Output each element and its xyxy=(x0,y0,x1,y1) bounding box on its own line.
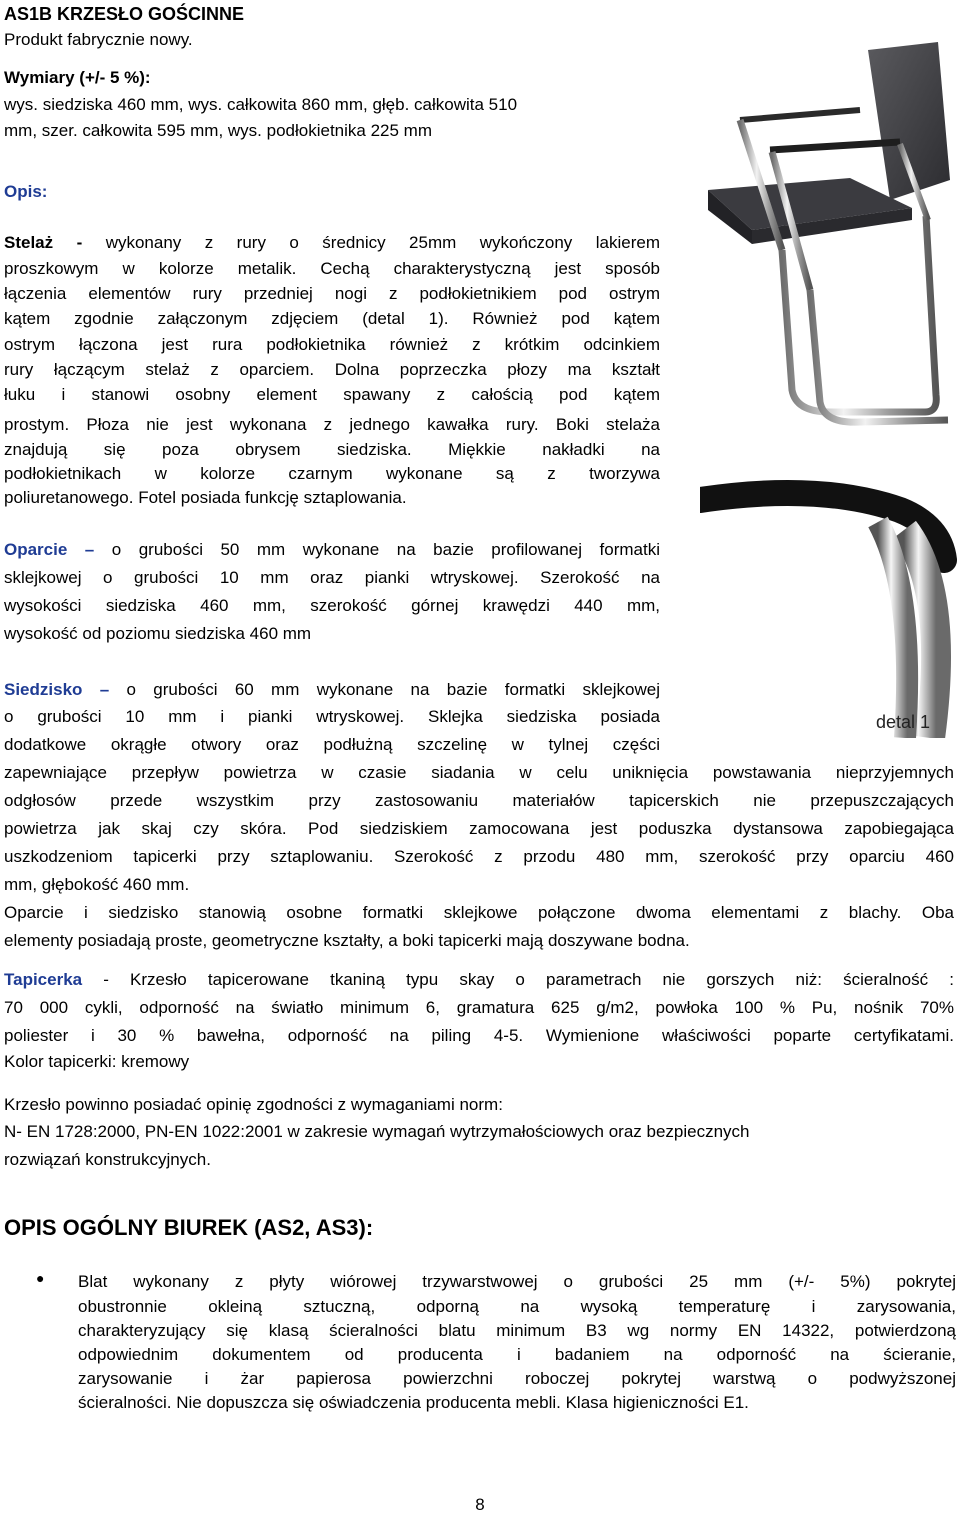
seat-line: uszkodzeniom tapicerki przy sztaplowaniu. Szerokość z przodu 480 mm, szerokość przy oparciu 460 xyxy=(4,847,954,866)
detail-photo xyxy=(700,470,958,738)
upholstery-line: Kolor tapicerki: kremowy xyxy=(4,1052,190,1071)
seat-line: odgłosów przede wszystkim przy zastosowaniu materiałów tapicerskich nie przepuszczających xyxy=(4,791,954,810)
frame-line: podłokietnikach w kolorze czarnym wykonane są z tworzywa xyxy=(4,464,660,483)
upholstery-line: 70 000 cykli, odporność na światło minimum 6, gramatura 625 g/m2, powłoka 100 % Pu, nośnik 70% xyxy=(4,998,954,1017)
bullet-line: obustronnie okleiną sztuczną, odporną na wysoką temperaturę i zarysowania, xyxy=(78,1297,956,1316)
frame-line: proszkowym w kolorze metalik. Cechą charakterystyczną jest sposób xyxy=(4,259,660,278)
page-number: 8 xyxy=(475,1495,485,1514)
frame-line: rury łączącym stelaż z oparciem. Dolna poprzeczka płozy ma kształt xyxy=(4,360,660,379)
upholstery-lead: Tapicerka xyxy=(4,970,83,989)
dimensions-line: mm, szer. całkowita 595 mm, wys. podłokietnika 225 mm xyxy=(4,121,432,140)
bullet-line: charakteryzujący się klasą ścieralności blatu minimum B3 wg normy EN 14322, potwierdzoną xyxy=(78,1321,956,1340)
backrest-line: sklejkowej o grubości 10 mm oraz pianki wtryskowej. Szerokość na xyxy=(4,568,660,587)
description-heading: Opis: xyxy=(4,182,48,201)
bullet-line: zarysowanie i żar papierosa powierzchni roboczej pokrytej warstwą o podwyższonej xyxy=(78,1369,956,1388)
upholstery-line: poliester i 30 % bawełna, odporność na piling 4-5. Wymienione właściwości poparte certyfikatami. xyxy=(4,1026,954,1045)
backrest-line: wysokość od poziomu siedziska 460 mm xyxy=(4,624,312,643)
seat-line xyxy=(4,680,660,700)
bullet-line: odpowiednim dokumentem od producenta i badaniem na odporność na ścieranie, xyxy=(78,1345,956,1364)
detail-label: detal 1 xyxy=(876,712,931,732)
seat-line: dodatkowe okrągłe otwory oraz podłużną szczelinę w tylnej części xyxy=(4,735,660,754)
seat-line: o grubości 10 mm i pianki wtryskowej. Sklejka siedziska posiada xyxy=(4,707,660,726)
seat-line: Oparcie i siedzisko stanowią osobne formatki sklejkowe połączone dwoma elementami z blachy. Oba xyxy=(4,903,954,922)
frame-line: łuku i stanowi osobny element spawany z całością pod kątem xyxy=(4,385,660,404)
frame-line: prostym. Płoza nie jest wykonana z jednego kawałka rury. Boki stelaża xyxy=(4,415,660,434)
backrest-line xyxy=(4,540,660,560)
frame-lead: Stelaż - xyxy=(4,233,83,252)
frame-line: łączenia elementów rury przedniej nogi z podłokietnikiem pod ostrym xyxy=(4,284,660,303)
seat-lead: Siedzisko – xyxy=(4,680,110,699)
seat-line: powietrza jak skaj czy skóra. Pod siedziskiem zamocowana jest poduszka dystansowa zapobiegająca xyxy=(4,819,954,838)
backrest-lead: Oparcie – xyxy=(4,540,95,559)
upholstery-text: - Krzesło tapicerowane tkaniną typu skay o parametrach nie gorszych niż: ścieralność : xyxy=(103,970,954,989)
chair-photo xyxy=(700,40,958,470)
norms-line: Krzesło powinno posiadać opinię zgodności z wymaganiami norm: xyxy=(4,1095,503,1114)
norms-line: N- EN 1728:2000, PN-EN 1022:2001 w zakresie wymagań wytrzymałościowych oraz bezpiecznych xyxy=(4,1122,750,1141)
backrest-line: wysokości siedziska 460 mm, szerokość górnej krawędzi 440 mm, xyxy=(4,596,660,615)
upholstery-line xyxy=(4,970,954,990)
frame-line xyxy=(4,233,660,253)
seat-text: o grubości 60 mm wykonane na bazie formatki sklejkowej xyxy=(126,680,660,699)
norms-line: rozwiązań konstrukcyjnych. xyxy=(4,1150,211,1169)
bullet-line: Blat wykonany z płyty wiórowej trzywarstwowej o grubości 25 mm (+/- 5%) pokrytej xyxy=(78,1272,956,1291)
frame-line: kątem zgodnie załączonym zdjęciem (detal 1). Również pod kątem xyxy=(4,309,660,328)
frame-line: poliuretanowego. Fotel posiada funkcję sztaplowania. xyxy=(4,488,407,507)
product-title: AS1B KRZESŁO GOŚCINNE xyxy=(4,4,245,24)
seat-line: zapewniające przepływ powietrza w czasie siadania w celu uniknięcia powstawania nieprzyjemnych xyxy=(4,763,954,782)
frame-line: znajdują się poza obrysem siedziska. Miękkie nakładki na xyxy=(4,440,660,459)
section-heading-desks: OPIS OGÓLNY BIUREK (AS2, AS3): xyxy=(4,1215,374,1240)
seat-line: elementy posiadają proste, geometryczne kształty, a boki tapicerki mają doszywane bodna. xyxy=(4,931,690,950)
seat-line: mm, głębokość 460 mm. xyxy=(4,875,190,894)
dimensions-heading: Wymiary (+/- 5 %): xyxy=(4,68,151,87)
product-subtitle: Produkt fabrycznie nowy. xyxy=(4,30,193,49)
bullet-line: ścieralności. Nie dopuszcza się oświadczenia producenta mebli. Klasa higieniczności E1. xyxy=(78,1393,749,1412)
dimensions-line: wys. siedziska 460 mm, wys. całkowita 860 mm, głęb. całkowita 510 xyxy=(4,95,518,114)
frame-line: ostrym łączona jest rura podłokietnika również z krótkim odcinkiem xyxy=(4,335,660,354)
bullet-dot: ● xyxy=(36,1270,45,1286)
backrest-text: o grubości 50 mm wykonane na bazie profilowanej formatki xyxy=(111,540,660,559)
frame-text: wykonany z rury o średnicy 25mm wykończony lakierem xyxy=(105,233,660,252)
